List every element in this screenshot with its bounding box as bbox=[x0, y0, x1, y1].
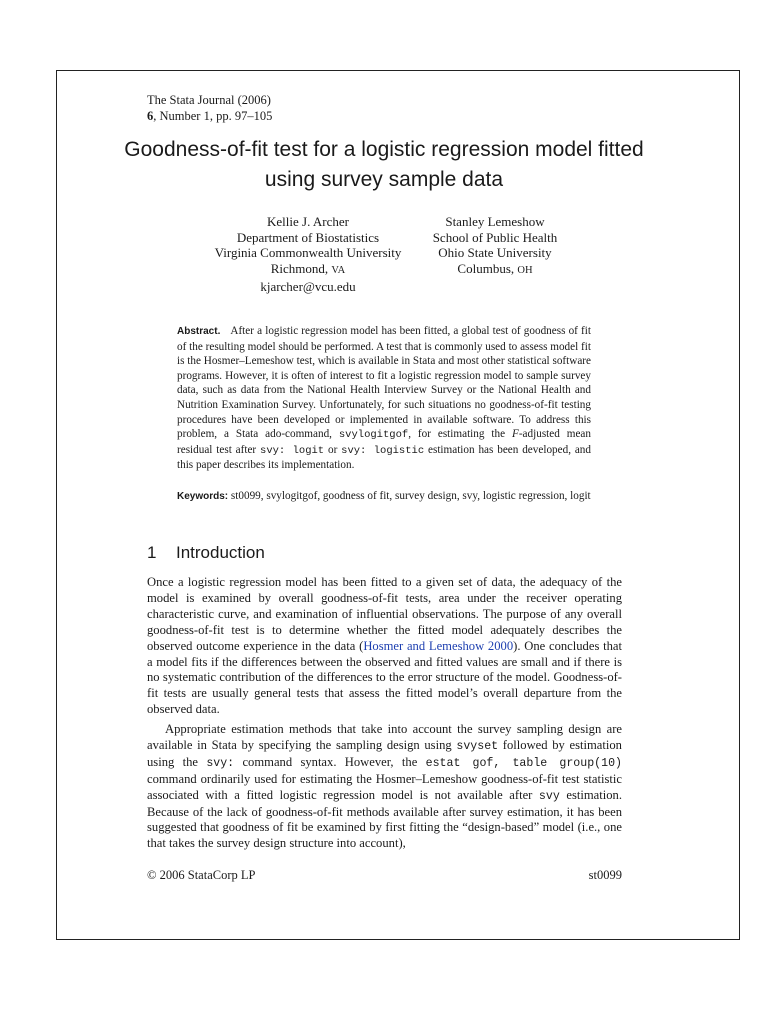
copyright-notice: © 2006 StataCorp LP bbox=[147, 868, 256, 882]
abstract bbox=[177, 324, 591, 473]
author-state: OH bbox=[517, 265, 533, 277]
author-name: Kellie J. Archer bbox=[267, 214, 349, 229]
article-id: st0099 bbox=[588, 868, 622, 882]
abstract-command: svy: logistic bbox=[341, 444, 425, 457]
paragraph-text: Once a logistic regression model has been fitted to a given set of data, the adequacy of the model is examined by overall goodness-of-fit tests, area under the receiver operating characteristic curve, and examination of influential observations. The purpose of any overall goodness-of-fit test is to determine whether the fitted model adequately describes the observed outcome experience in the data ( bbox=[147, 575, 622, 653]
section-number: 1 bbox=[147, 543, 157, 562]
abstract-command: svy: logit bbox=[260, 444, 325, 457]
inline-command: svy bbox=[538, 789, 560, 803]
abstract-label: Abstract. bbox=[177, 326, 221, 337]
section-title: Introduction bbox=[176, 543, 265, 562]
author-email: kjarcher@vcu.edu bbox=[260, 278, 356, 294]
keywords-label: Keywords: bbox=[177, 491, 229, 502]
author-location bbox=[415, 261, 575, 279]
paragraph-text: estimation. Because of the lack of goodness-of-fit methods available after survey estimation, it has been suggested that goodness of fit be examined by first fitting the “design-based” model (i.e., one that takes the survey design structure into account), bbox=[147, 787, 622, 851]
author-inst: Ohio State University bbox=[438, 245, 552, 261]
abstract-text: or bbox=[324, 443, 342, 456]
inline-command: estat gof, table group(10) bbox=[425, 756, 622, 770]
abstract-text: estimation has been developed, and this paper describes its implementation. bbox=[177, 443, 591, 472]
author-name: Stanley Lemeshow bbox=[445, 214, 545, 229]
journal-info bbox=[147, 93, 272, 124]
journal-name: The Stata Journal (2006) bbox=[147, 93, 271, 107]
paragraph-text: ). One concludes that a model fits if the differences between the observed and fitted values are small and if there is no systematic contribution of the differences to the error structure of the model. Goodness-of-fit tests are usually general tests that assess the fitted model’s overall departure from the observed data. bbox=[147, 638, 622, 717]
paper-title: Goodness-of-fit test for a logistic regression model fitted using survey sample data bbox=[124, 138, 644, 191]
abstract-text: , for estimating the bbox=[408, 428, 512, 441]
author-location bbox=[200, 261, 416, 279]
keywords-text: st0099, svylogitgof, goodness of fit, survey design, svy, logistic regression, logit bbox=[228, 490, 591, 502]
keywords bbox=[177, 489, 591, 505]
author-city: Richmond, bbox=[270, 261, 332, 277]
author-block-1 bbox=[200, 214, 416, 295]
abstract-text: -adjusted mean residual test after bbox=[177, 428, 591, 456]
author-inst: Virginia Commonwealth University bbox=[214, 245, 402, 261]
journal-volume-line bbox=[147, 109, 272, 125]
author-dept: School of Public Health bbox=[432, 229, 558, 245]
abstract-text: After a logistic regression model has been fitted, a global test of goodness of fit of the resulting model should be performed. A test that is commonly used to assess model fit is the Hosmer–Lemeshow test, which is available in Stata and most other statistical software programs. However, it is often of interest to fit a logistic regression model to sample survey data, such as data from the National Health Interview Survey or the National Health and Nutrition Examination Survey. Unfortunately, for such situations no goodness-of-fit testing procedures have been developed or implemented in available software. To address this problem, a Stata ado-command, bbox=[177, 325, 591, 441]
intro-paragraph-1 bbox=[147, 575, 622, 718]
paragraph-text: followed by estimation using the bbox=[147, 737, 622, 769]
journal-issue-pages: , Number 1, pp. 97–105 bbox=[153, 108, 273, 123]
author-block-2 bbox=[415, 214, 575, 279]
paragraph-text: command syntax. However, the bbox=[234, 754, 426, 769]
author-state: VA bbox=[331, 265, 346, 277]
paragraph-text: Appropriate estimation methods that take into account the survey sampling design are available in Stata by specifying the sampling design using bbox=[147, 722, 622, 752]
author-dept: Department of Biostatistics bbox=[236, 229, 380, 245]
section-heading bbox=[147, 541, 265, 565]
citation-link[interactable]: Hosmer and Lemeshow 2000 bbox=[363, 638, 514, 653]
abstract-math: F bbox=[511, 428, 519, 441]
inline-command: svyset bbox=[456, 739, 499, 753]
author-city: Columbus, bbox=[457, 261, 518, 277]
journal-volume: 6 bbox=[147, 108, 154, 123]
intro-paragraph-2 bbox=[147, 722, 622, 852]
paragraph-text: command ordinarily used for estimating the Hosmer–Lemeshow goodness-of-fit test statistic associated with a fitted logistic regression model is not available after bbox=[147, 771, 622, 802]
inline-command: svy: bbox=[206, 756, 235, 770]
abstract-command: svylogitgof bbox=[338, 429, 409, 442]
